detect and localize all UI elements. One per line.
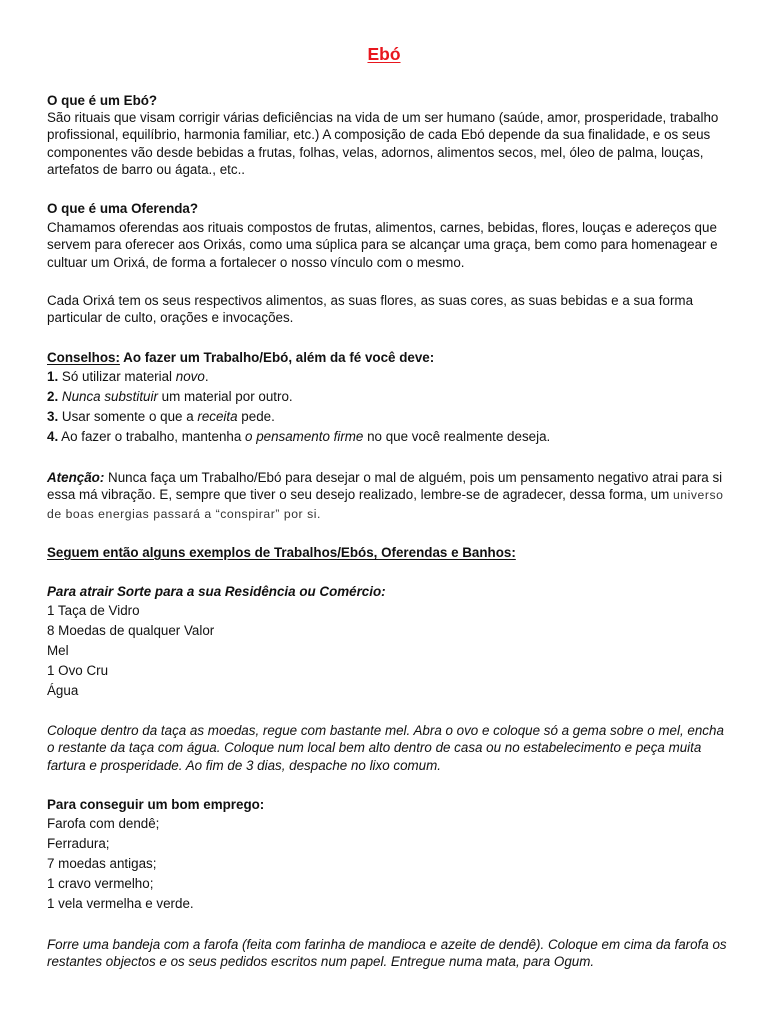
ingredient-item: 1 vela vermelha e verde. (47, 896, 194, 911)
ingredient-item: Água (47, 683, 79, 698)
advice-heading (47, 349, 727, 366)
advice-item-text: Usar somente o que a (58, 409, 198, 424)
advice-item-number: 1. (47, 369, 59, 384)
advice-item (47, 407, 727, 427)
advice-item-emphasis: novo (175, 369, 205, 384)
advice-intro: Ao fazer um Trabalho/Ebó, além da fé você deve: (119, 350, 435, 365)
section-body-ebo: São rituais que visam corrigir várias deficiências na vida de um ser humano (saúde, amor, prosperidade, trabalho profissional, equilíbrio, harmonia familiar, etc.) A composição de cada Ebó depende da sua finalidade, e os seus componentes vão desde bebidas a frutas, folhas, velas, adornos, alimentos secos, mel, óleo de palma, louças, artefatos de barro ou ágata., etc.. (47, 110, 719, 177)
recipe-title-sorte: Para atrair Sorte para a sua Residência ou Comércio: (47, 584, 386, 599)
advice-item-text: no que você realmente deseja. (363, 429, 551, 444)
ingredient-item: Mel (47, 643, 69, 658)
advice-item-text: Ao fazer o trabalho, mantenha (58, 429, 246, 444)
attention-paragraph (47, 469, 727, 523)
section-heading-oferenda: O que é uma Oferenda? (47, 201, 199, 216)
section-body-orixa: Cada Orixá tem os seus respectivos alimentos, as suas flores, as suas cores, as suas bebidas e a sua forma particular de culto, orações e invocações. (47, 293, 694, 326)
ingredient-item: Farofa com dendê; (47, 816, 160, 831)
advice-item-number: 3. (47, 409, 59, 424)
ingredient-item: 1 Ovo Cru (47, 663, 109, 678)
advice-item (47, 427, 727, 447)
ingredient-item: 1 Taça de Vidro (47, 603, 140, 618)
examples-heading: Seguem então alguns exemplos de Trabalhos/Ebós, Oferendas e Banhos: (47, 545, 516, 560)
ingredient-item: 1 cravo vermelho; (47, 876, 154, 891)
advice-label: Conselhos: (47, 350, 120, 365)
recipe-title-emprego: Para conseguir um bom emprego: (47, 797, 265, 812)
document-title: Ebó (367, 44, 401, 64)
advice-item-text: . (204, 369, 209, 384)
ingredient-item: 8 Moedas de qualquer Valor (47, 623, 215, 638)
ingredient-item: Ferradura; (47, 836, 110, 851)
recipe-ingredients-emprego (47, 814, 727, 914)
advice-item-text: Só utilizar material (58, 369, 176, 384)
advice-item-emphasis: Nunca substituir (61, 389, 158, 404)
section-heading-ebo: O que é um Ebó? (47, 93, 158, 108)
advice-item-number: 4. (47, 429, 59, 444)
advice-item (47, 367, 727, 387)
advice-item-text: um material por outro. (157, 389, 293, 404)
recipe-instructions-sorte: Coloque dentro da taça as moedas, regue com bastante mel. Abra o ovo e coloque só a gema sobre o mel, encha o restante da taça com água. Coloque num local bem alto dentro de casa ou no estabelecimento e peça muita fartura e prosperidade. Ao fim de 3 dias, despache no lixo comum. (47, 723, 724, 773)
recipe-instructions-emprego: Forre uma bandeja com a farofa (feita com farinha de mandioca e azeite de dendê). Coloque em cima da farofa os restantes objectos e os seus pedidos escritos num papel. Entregue numa mata, para Ogum. (47, 937, 727, 970)
recipe-ingredients-sorte (47, 601, 727, 701)
advice-item-emphasis: receita (197, 409, 238, 424)
advice-item-number: 2. (47, 389, 59, 404)
advice-item-emphasis: o pensamento firme (245, 429, 364, 444)
ingredient-item: 7 moedas antigas; (47, 856, 157, 871)
advice-item-text: pede. (237, 409, 275, 424)
advice-item (47, 387, 727, 407)
section-body-oferenda: Chamamos oferendas aos rituais compostos de frutas, alimentos, carnes, bebidas, flores, louças e adereços que servem para oferecer aos Orixás, como uma súplica para se alcançar uma graça, bem como para homenagear e cultuar um Orixá, de forma a fortalecer o nosso vínculo com o mesmo. (47, 220, 718, 270)
advice-list (47, 367, 727, 447)
attention-label: Atenção: (47, 470, 105, 485)
attention-body: Nunca faça um Trabalho/Ebó para desejar o mal de alguém, pois um pensamento negativo atrai para si essa má vibração. E, sempre que tiver o seu desejo realizado, lembre-se de agradecer, dessa forma, um (47, 470, 723, 503)
attention-tail: universo de boas energias passará a “conspirar” por si. (47, 488, 724, 521)
